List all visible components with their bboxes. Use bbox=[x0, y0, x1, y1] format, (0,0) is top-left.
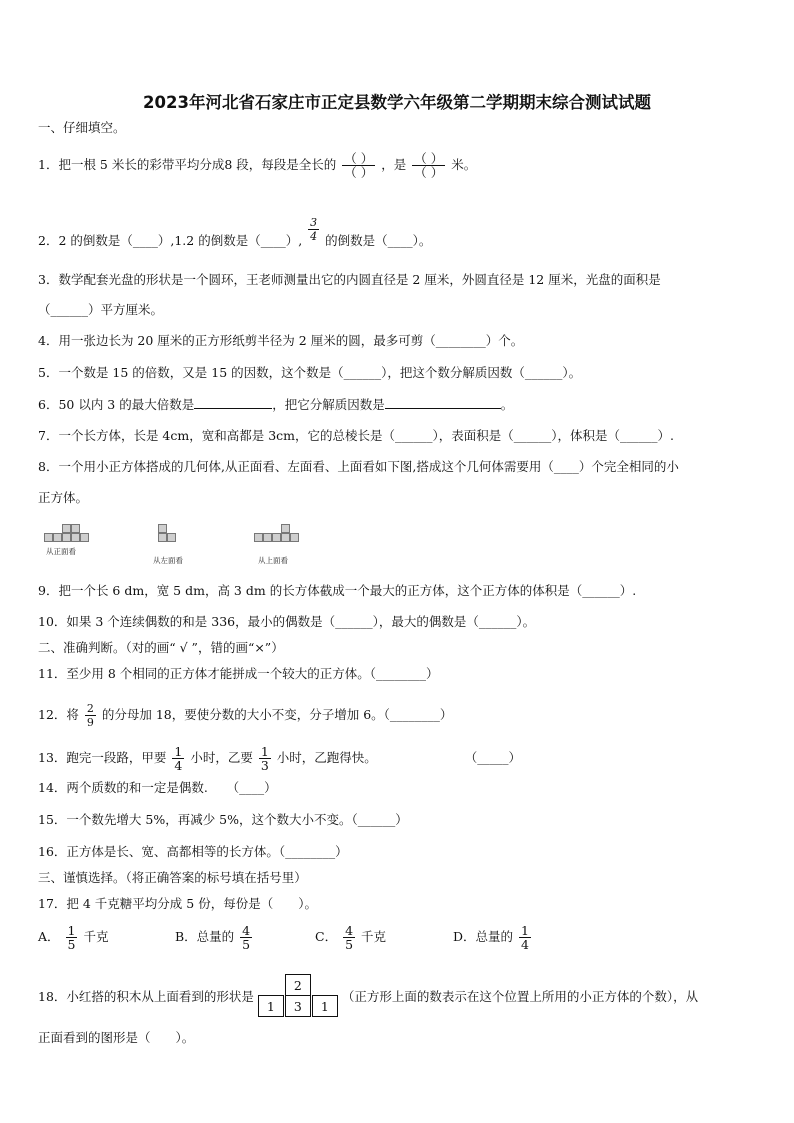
q18-grid-cell-2: 3 bbox=[285, 995, 311, 1017]
q1-end: 米。 bbox=[451, 157, 477, 172]
question-17: 17．把 4 千克糖平均分成 5 份，每份是（ ）。 bbox=[38, 896, 317, 911]
question-1 bbox=[38, 152, 476, 179]
q17-option-c[interactable] bbox=[315, 924, 386, 951]
q1-numerator-blank-2[interactable]: （ ） bbox=[414, 151, 444, 166]
front-view-caption: 从正面看 bbox=[46, 547, 76, 556]
q18-grid-cell-top: 2 bbox=[285, 974, 311, 996]
q6-answer-blank-2[interactable] bbox=[385, 396, 501, 409]
q17-option-d[interactable] bbox=[453, 924, 533, 951]
q17-option-c-unit: 千克 bbox=[361, 929, 387, 944]
question-3: 3．数学配套光盘的形状是一个圆环，王老师测量出它的内圆直径是 2 厘米，外圆直径是 12 厘米，光盘的面积是 bbox=[38, 272, 661, 287]
q17-option-a[interactable] bbox=[38, 924, 108, 951]
q6-mid: ，把它分解质因数是 bbox=[272, 397, 385, 412]
q1-fraction-blank-2[interactable] bbox=[412, 152, 445, 179]
q13-fraction-1 bbox=[172, 745, 184, 772]
q17-option-a-fraction bbox=[66, 924, 78, 951]
question-15: 15．一个数先增大 5%，再减少 5%，这个数大小不变。（______） bbox=[38, 812, 408, 827]
q13-end: 小时，乙跑得快。 bbox=[276, 750, 377, 765]
q2-stem: 2．2 的倒数是（____）,1.2 的倒数是（____）, bbox=[38, 233, 303, 248]
section-heading-3: 三、谨慎选择。（将正确答案的标号填在括号里） bbox=[38, 870, 307, 885]
q18-top-view-grid bbox=[258, 974, 338, 1020]
q17-option-c-label: C． bbox=[315, 929, 338, 944]
left-view-caption: 从左面看 bbox=[153, 556, 183, 565]
question-10: 10．如果 3 个连续偶数的和是 336，最小的偶数是（______），最大的偶数是（______）。 bbox=[38, 614, 536, 629]
question-8: 8．一个用小正方体搭成的几何体,从正面看、左面看、上面看如下图,搭成这个几何体需要用（____）个完全相同的小 bbox=[38, 459, 679, 474]
q13-fraction-2-denominator: 3 bbox=[260, 758, 269, 773]
q12-fraction bbox=[85, 702, 96, 729]
q17-option-d-label: D．总量的 bbox=[453, 929, 514, 944]
question-6 bbox=[38, 396, 513, 413]
question-13 bbox=[38, 745, 521, 772]
q13-fraction-1-numerator: 1 bbox=[174, 744, 183, 759]
q2-end: 的倒数是（____）。 bbox=[325, 233, 432, 248]
q17-option-a-numerator: 1 bbox=[67, 923, 76, 938]
q17-option-b-label: B．总量的 bbox=[175, 929, 235, 944]
q1-denominator-blank[interactable]: （ ） bbox=[344, 165, 374, 180]
q6-stem: 6．50 以内 3 的最大倍数是 bbox=[38, 397, 195, 412]
q12-fraction-denominator: 9 bbox=[86, 716, 94, 729]
q2-fraction bbox=[308, 216, 319, 243]
q12-fraction-numerator: 2 bbox=[86, 702, 94, 715]
three-view-figures bbox=[38, 520, 338, 570]
question-2 bbox=[38, 216, 432, 255]
q17-option-b[interactable] bbox=[175, 924, 254, 951]
q17-option-d-denominator: 4 bbox=[521, 937, 529, 952]
q6-end: 。 bbox=[500, 397, 514, 412]
section-heading-2: 二、准确判断。（对的画“ √ ”，错的画“×”） bbox=[38, 640, 284, 655]
q17-option-a-unit: 千克 bbox=[83, 929, 109, 944]
q1-denominator-blank-2[interactable]: （ ） bbox=[414, 165, 444, 180]
q17-option-a-label: A． bbox=[38, 929, 60, 944]
page-title: 2023年河北省石家庄市正定县数学六年级第二学期期末综合测试试题 bbox=[143, 93, 651, 112]
q13-answer-blank[interactable]: （_____） bbox=[464, 750, 522, 765]
q18-grid-cell-1: 1 bbox=[258, 995, 284, 1017]
q2-fraction-denominator: 4 bbox=[310, 230, 318, 243]
q18-mid: （正方形上面的数表示在这个位置上所用的小正方体的个数），从 bbox=[341, 989, 699, 1004]
q1-fraction-blank[interactable] bbox=[342, 152, 375, 179]
top-view-caption: 从上面看 bbox=[258, 556, 288, 565]
question-8-cont: 正方体。 bbox=[38, 490, 89, 505]
q17-option-b-fraction bbox=[240, 924, 252, 951]
question-18 bbox=[38, 974, 698, 1020]
q17-option-b-denominator: 5 bbox=[242, 937, 251, 952]
q13-fraction-1-denominator: 4 bbox=[174, 758, 183, 773]
question-18-cont: 正面看到的图形是（ ）。 bbox=[38, 1030, 195, 1045]
q13-fraction-2-numerator: 1 bbox=[260, 744, 269, 759]
question-16: 16．正方体是长、宽、高都相等的长方体。（________） bbox=[38, 844, 348, 859]
q18-grid-cell-3: 1 bbox=[312, 995, 338, 1017]
q17-option-c-numerator: 4 bbox=[345, 923, 354, 938]
q17-option-a-denominator: 5 bbox=[67, 937, 76, 952]
q18-stem: 18．小红搭的积木从上面看到的形状是 bbox=[38, 989, 254, 1004]
q13-fraction-2 bbox=[259, 745, 271, 772]
q1-stem: 1．把一根 5 米长的彩带平均分成8 段，每段是全长的 bbox=[38, 157, 337, 172]
question-14: 14．两个质数的和一定是偶数. （____） bbox=[38, 780, 277, 795]
q6-answer-blank-1[interactable] bbox=[194, 396, 272, 409]
q1-numerator-blank[interactable]: （ ） bbox=[344, 151, 374, 166]
q13-mid: 小时，乙要 bbox=[190, 750, 253, 765]
question-7: 7．一个长方体，长是 4cm，宽和高都是 3cm，它的总棱长是（______），表面积是（______），体积是（______）. bbox=[38, 428, 674, 443]
question-5: 5．一个数是 15 的倍数，又是 15 的因数，这个数是（______），把这个数分解质因数（______）。 bbox=[38, 365, 582, 380]
q13-stem: 13．跑完一段路，甲要 bbox=[38, 750, 167, 765]
q1-mid: ，是 bbox=[381, 157, 407, 172]
question-4: 4．用一张边长为 20 厘米的正方形纸剪半径为 2 厘米的圆，最多可剪（________）个。 bbox=[38, 333, 524, 348]
question-12 bbox=[38, 702, 452, 729]
q2-fraction-numerator: 3 bbox=[310, 216, 318, 229]
q12-stem: 12．将 bbox=[38, 707, 79, 722]
q17-option-c-fraction bbox=[343, 924, 355, 951]
q17-option-c-denominator: 5 bbox=[345, 937, 354, 952]
section-heading-1: 一、仔细填空。 bbox=[38, 120, 126, 135]
question-9: 9．把一个长 6 dm，宽 5 dm，高 3 dm 的长方体截成一个最大的正方体，这个正方体的体积是（______）. bbox=[38, 583, 637, 598]
q17-option-b-numerator: 4 bbox=[242, 923, 251, 938]
q17-option-d-fraction bbox=[519, 924, 531, 951]
question-11: 11．至少用 8 个相同的正方体才能拼成一个较大的正方体。（________） bbox=[38, 666, 439, 681]
q12-end: 的分母加 18，要使分数的大小不变，分子增加 6。（________） bbox=[101, 707, 453, 722]
q17-option-d-numerator: 1 bbox=[521, 923, 529, 938]
question-3-cont: （______）平方厘米。 bbox=[38, 302, 164, 317]
